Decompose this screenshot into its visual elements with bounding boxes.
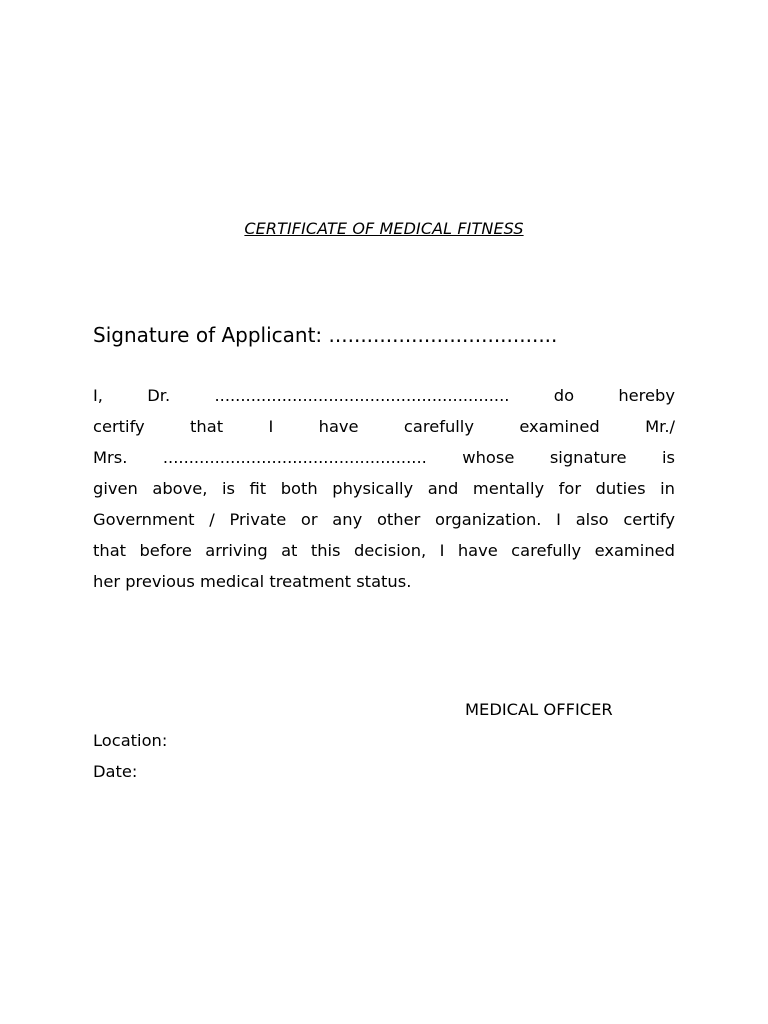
body-line: that before arriving at this decision, I have carefully examined <box>93 541 675 560</box>
body-line-last: her previous medical treatment status. <box>93 572 412 591</box>
body-line: Government / Private or any other organization. I also certify <box>93 510 675 529</box>
body-line: certify that I have carefully examined Mr./ <box>93 417 675 436</box>
body-line: given above, is fit both physically and mentally for duties in <box>93 479 675 498</box>
medical-officer-label: MEDICAL OFFICER <box>465 700 613 719</box>
location-label: Location: <box>93 731 168 750</box>
certificate-body <box>93 380 675 597</box>
date-label: Date: <box>93 762 138 781</box>
body-line: Mrs. ................................................... whose signature is <box>93 448 675 467</box>
certificate-title: CERTIFICATE OF MEDICAL FITNESS <box>244 219 524 238</box>
body-line: I, Dr. ......................................................... do hereby <box>93 386 675 405</box>
applicant-signature-line: Signature of Applicant: .................................... <box>93 323 558 347</box>
